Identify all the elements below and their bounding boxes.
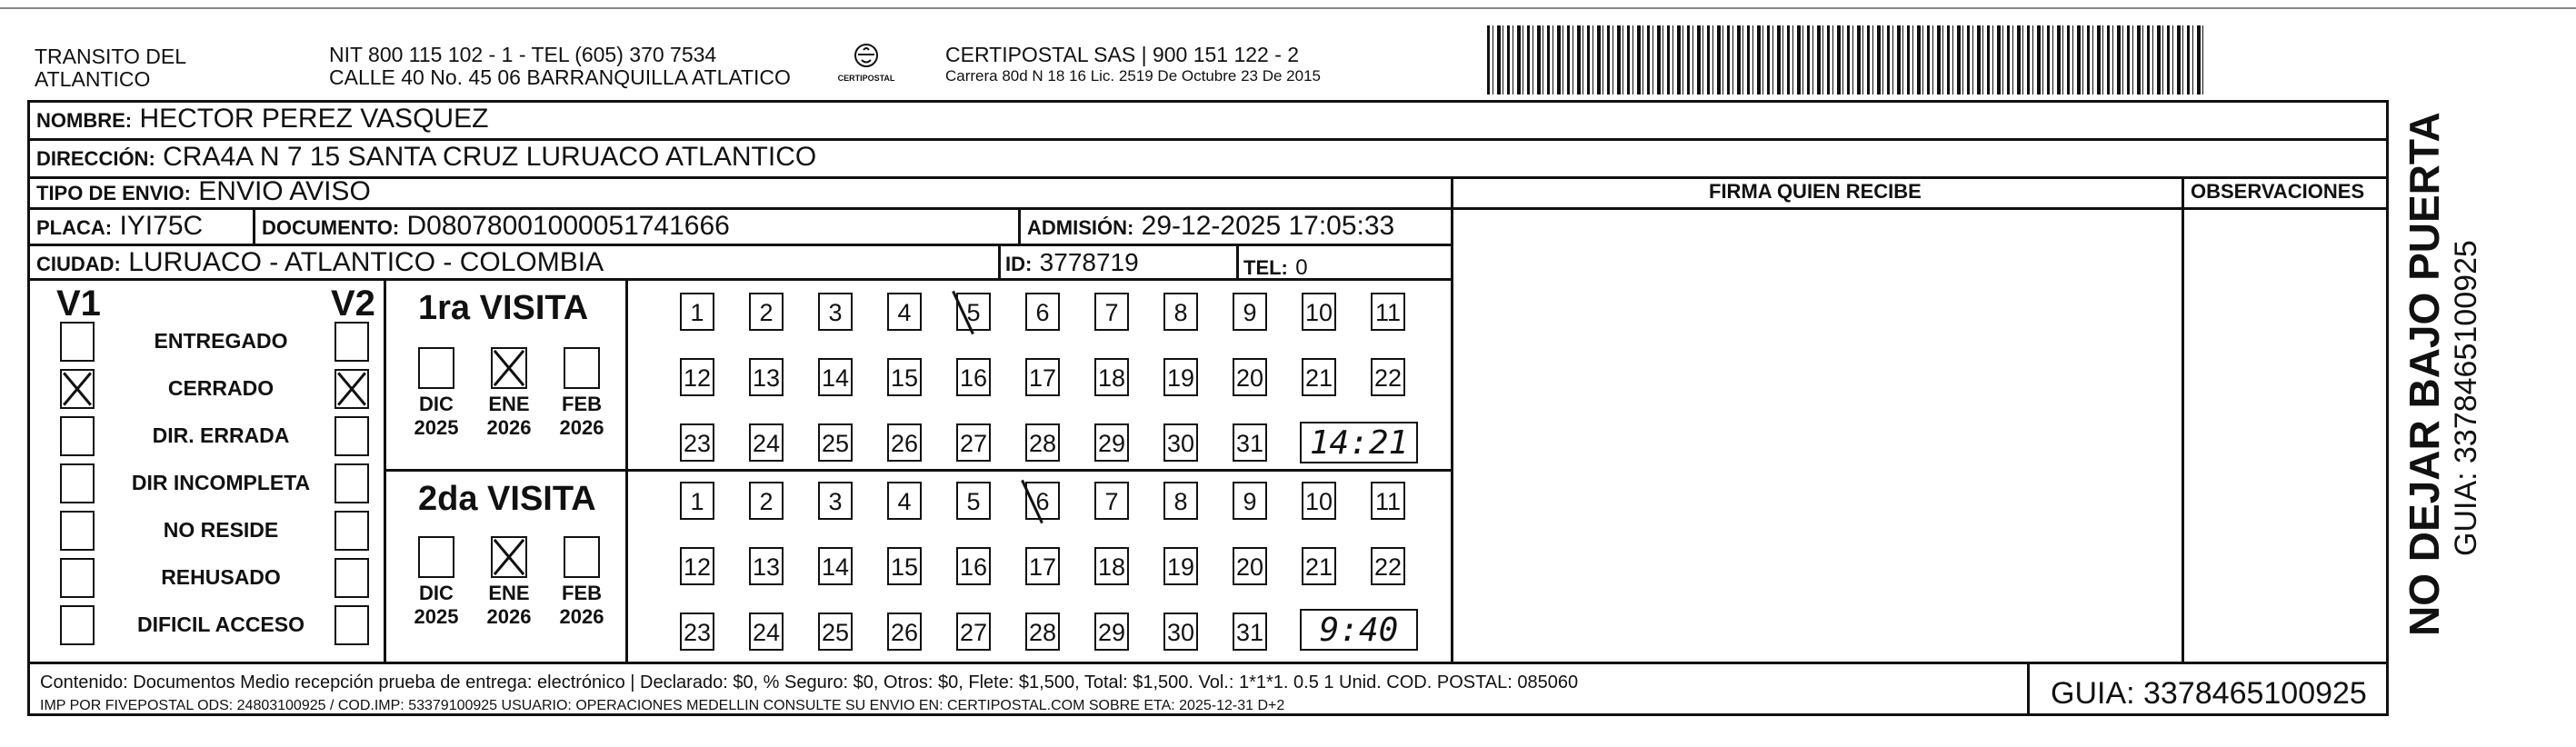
issuer-contact [329, 44, 791, 89]
month-checkbox[interactable] [418, 347, 454, 389]
tel-cell [1243, 251, 1308, 282]
month-year: 2025 [414, 605, 459, 628]
month-name: FEB [562, 582, 602, 604]
rule-plate-doc [253, 207, 255, 245]
day-box[interactable]: 17 [1025, 547, 1060, 585]
city-label: CIUDAD: [36, 253, 121, 275]
day-box[interactable]: 10 [1302, 293, 1336, 331]
month-label [480, 393, 538, 440]
day-box[interactable]: 5 [956, 293, 991, 331]
v1-checkbox[interactable] [60, 605, 95, 645]
address-label: DIRECCIÓN: [36, 147, 155, 170]
month-checkbox[interactable] [418, 536, 454, 578]
day-box[interactable]: 1 [680, 482, 714, 520]
v1-checkbox[interactable] [60, 463, 95, 503]
day-box[interactable]: 12 [680, 358, 714, 396]
rule-footer [27, 662, 2387, 664]
month-label [480, 582, 538, 629]
day-box[interactable]: 12 [680, 547, 714, 585]
v2-checkbox[interactable] [334, 416, 369, 456]
day-box[interactable]: 20 [1233, 547, 1267, 585]
rule-city-id [998, 244, 1001, 280]
day-box[interactable]: 20 [1233, 358, 1267, 396]
id-cell [1005, 247, 1139, 278]
day-box[interactable]: 5 [956, 482, 991, 520]
day-box[interactable]: 16 [956, 547, 991, 585]
day-box[interactable]: 23 [680, 613, 714, 651]
day-box[interactable]: 24 [749, 423, 784, 462]
day-box[interactable]: 2 [749, 482, 784, 520]
document-cell [262, 211, 730, 242]
day-box[interactable]: 31 [1233, 423, 1267, 462]
visit2-title: 2da VISITA [418, 480, 596, 518]
day-box[interactable]: 28 [1025, 423, 1060, 462]
document-label: DOCUMENTO: [262, 216, 400, 239]
month-checkbox[interactable] [564, 536, 600, 578]
v1-checkbox[interactable] [60, 416, 95, 456]
admission-cell [1027, 211, 1394, 242]
v1-checkbox[interactable] [60, 511, 95, 551]
v1-checkbox[interactable] [60, 369, 95, 409]
month-name: DIC [419, 582, 454, 604]
issuer-name-line1: TRANSITO DEL [35, 45, 186, 68]
day-box[interactable]: 3 [818, 293, 853, 331]
side-warning: NO DEJAR BAJO PUERTA [2401, 112, 2448, 636]
carrier-info [945, 44, 1321, 86]
day-box[interactable]: 30 [1163, 423, 1198, 462]
tel-label: TEL: [1243, 256, 1288, 279]
day-box[interactable]: 2 [749, 293, 784, 331]
signature-header: FIRMA QUIEN RECIBE [1709, 180, 1922, 203]
print-info-line: IMP POR FIVEPOSTAL ODS: 24803100925 / COD.IMP: 53379100925 USUARIO: OPERACIONES MEDELLIN CONSULTE SU ENVIO EN: CERTIPOSTAL.COM SOBRE ETA: 2025-12-31 D+2 [40, 698, 1285, 713]
send-type: ENVIO AVISO [198, 176, 371, 206]
v1-checkbox[interactable] [60, 322, 95, 362]
day-box[interactable]: 25 [818, 613, 853, 651]
address-row [36, 142, 816, 173]
day-box[interactable]: 23 [680, 423, 714, 462]
city: LURUACO - ATLANTICO - COLOMBIA [128, 247, 604, 277]
month-name: ENE [488, 582, 530, 604]
day-box[interactable]: 15 [887, 547, 922, 585]
document-number: D08078001000051741666 [406, 211, 730, 241]
day-box[interactable]: 16 [956, 358, 991, 396]
sendtype-row [36, 176, 371, 207]
issuer-name [35, 45, 186, 91]
id-value: 3778719 [1039, 248, 1139, 276]
day-box[interactable]: 7 [1094, 482, 1129, 520]
v2-header: V2 [331, 284, 375, 324]
rule-sign-head [1451, 207, 2389, 210]
issuer-nit: NIT 800 115 102 - 1 - TEL (605) 370 7534 [329, 43, 717, 66]
plate: IYI75C [119, 211, 204, 241]
day-box[interactable]: 8 [1163, 293, 1198, 331]
id-label: ID: [1005, 253, 1033, 275]
rule-id-tel [1236, 244, 1239, 280]
status-option-label: CERRADO [167, 376, 275, 400]
carrier-nit: CERTIPOSTAL SAS | 900 151 122 - 2 [945, 43, 1300, 66]
certipostal-logo [836, 42, 896, 83]
day-box[interactable]: 14 [818, 547, 853, 585]
month-year: 2026 [486, 416, 532, 439]
day-box[interactable]: 9 [1233, 293, 1267, 331]
day-box[interactable]: 22 [1371, 547, 1405, 585]
rule-doc-adm [1018, 207, 1021, 245]
day-box[interactable]: 18 [1094, 547, 1129, 585]
carrier-license: Carrera 80d N 18 16 Lic. 2519 De Octubre 23 De 2015 [945, 67, 1321, 85]
v2-checkbox[interactable] [334, 511, 369, 551]
rule-address [27, 176, 2387, 179]
day-box[interactable]: 7 [1094, 293, 1129, 331]
v2-checkbox[interactable] [334, 605, 369, 645]
day-box[interactable]: 10 [1302, 482, 1336, 520]
rule-visits [384, 469, 1453, 472]
visit2-time: 9:40 [1300, 609, 1418, 651]
issuer-name-line2: ATLANTICO [35, 67, 151, 91]
day-box[interactable]: 9 [1233, 482, 1267, 520]
certipostal-logo-icon [853, 42, 880, 69]
issuer-address: CALLE 40 No. 45 06 BARRANQUILLA ATLATICO [329, 65, 791, 89]
rule-obs-left [2182, 176, 2184, 663]
status-option-label: DIFICIL ACCESO [136, 613, 305, 636]
plate-label: PLACA: [36, 216, 113, 239]
day-box[interactable]: 22 [1371, 358, 1405, 396]
day-box[interactable]: 18 [1094, 358, 1129, 396]
side-guide-number: GUIA: 3378465100925 [2449, 240, 2483, 556]
v2-checkbox[interactable] [334, 322, 369, 362]
month-year: 2026 [486, 605, 532, 628]
status-option-label: ENTREGADO [154, 329, 288, 353]
month-checkbox[interactable] [491, 536, 527, 578]
name-label: NOMBRE: [36, 109, 133, 132]
month-year: 2026 [559, 605, 604, 628]
month-label [553, 582, 611, 629]
day-box[interactable]: 26 [887, 613, 922, 651]
month-label [407, 582, 465, 629]
day-box[interactable]: 11 [1371, 293, 1405, 331]
status-option-label: REHUSADO [161, 565, 281, 589]
top-divider [0, 7, 2576, 9]
day-box[interactable]: 11 [1371, 482, 1405, 520]
day-box[interactable]: 17 [1025, 358, 1060, 396]
day-box[interactable]: 30 [1163, 613, 1198, 651]
visit1-title: 1ra VISITA [418, 289, 589, 327]
barcode [1487, 25, 2205, 95]
day-box[interactable]: 13 [749, 358, 784, 396]
month-name: ENE [488, 393, 530, 415]
month-checkbox[interactable] [564, 347, 600, 389]
day-box[interactable]: 27 [956, 613, 991, 651]
day-box[interactable]: 1 [680, 293, 714, 331]
month-year: 2025 [414, 416, 459, 439]
day-box[interactable]: 3 [818, 482, 853, 520]
rule-sign-left [1451, 176, 1453, 663]
status-option-label: DIR INCOMPLETA [131, 471, 311, 494]
month-checkbox[interactable] [491, 347, 527, 389]
tel-value: 0 [1295, 255, 1308, 280]
day-box[interactable]: 6 [1025, 293, 1060, 331]
day-box[interactable]: 14 [818, 358, 853, 396]
day-box[interactable]: 31 [1233, 613, 1267, 651]
day-box[interactable]: 27 [956, 423, 991, 462]
v2-checkbox[interactable] [334, 463, 369, 503]
day-box[interactable]: 19 [1163, 358, 1198, 396]
visit1-time: 14:21 [1300, 422, 1418, 463]
rule-footer-guia [2027, 662, 2030, 716]
day-box[interactable]: 15 [887, 358, 922, 396]
month-year: 2026 [559, 416, 604, 439]
day-box[interactable]: 21 [1302, 547, 1336, 585]
observations-header: OBSERVACIONES [2191, 180, 2365, 203]
delivery-form [27, 100, 2389, 716]
v1-checkbox[interactable] [60, 558, 95, 598]
day-box[interactable]: 28 [1025, 613, 1060, 651]
month-name: DIC [419, 393, 454, 415]
day-box[interactable]: 4 [887, 293, 922, 331]
admission-label: ADMISIÓN: [1027, 216, 1134, 239]
day-box[interactable]: 19 [1163, 547, 1198, 585]
recipient-address: CRA4A N 7 15 SANTA CRUZ LURUACO ATLANTICO [163, 142, 817, 172]
month-name: FEB [562, 393, 602, 415]
logo-caption: CERTIPOSTAL [837, 74, 895, 83]
admission-datetime: 29-12-2025 17:05:33 [1141, 211, 1395, 241]
month-label [553, 393, 611, 440]
v1-header: V1 [56, 284, 101, 324]
sendtype-label: TIPO DE ENVIO: [36, 182, 191, 204]
day-box[interactable]: 13 [749, 547, 784, 585]
day-box[interactable]: 4 [887, 482, 922, 520]
day-box[interactable]: 21 [1302, 358, 1336, 396]
day-box[interactable]: 26 [887, 423, 922, 462]
city-cell [36, 247, 604, 278]
contents-line: Contenido: Documentos Medio recepción prueba de entrega: electrónico | Declarado: $0, % Seguro: $0, Otros: $0, Flete: $1,500, Total: $1,500. Vol.: 1*1*1. 0.5 1 Unid. COD. POSTAL: 085060 [40, 672, 1579, 692]
v2-checkbox[interactable] [334, 558, 369, 598]
plate-cell [36, 211, 203, 242]
day-box[interactable]: 6 [1025, 482, 1060, 520]
day-box[interactable]: 8 [1163, 482, 1198, 520]
v2-checkbox[interactable] [334, 369, 369, 409]
status-option-label: NO RESIDE [163, 518, 279, 542]
guide-number: GUIA: 3378465100925 [2051, 676, 2367, 711]
rule-name [27, 138, 2387, 141]
day-box[interactable]: 29 [1094, 613, 1129, 651]
day-box[interactable]: 24 [749, 613, 784, 651]
day-box[interactable]: 25 [818, 423, 853, 462]
day-box[interactable]: 29 [1094, 423, 1129, 462]
recipient-name: HECTOR PEREZ VASQUEZ [139, 104, 489, 134]
status-option-label: DIR. ERRADA [152, 423, 290, 447]
month-label [407, 393, 465, 440]
name-row [36, 104, 488, 134]
